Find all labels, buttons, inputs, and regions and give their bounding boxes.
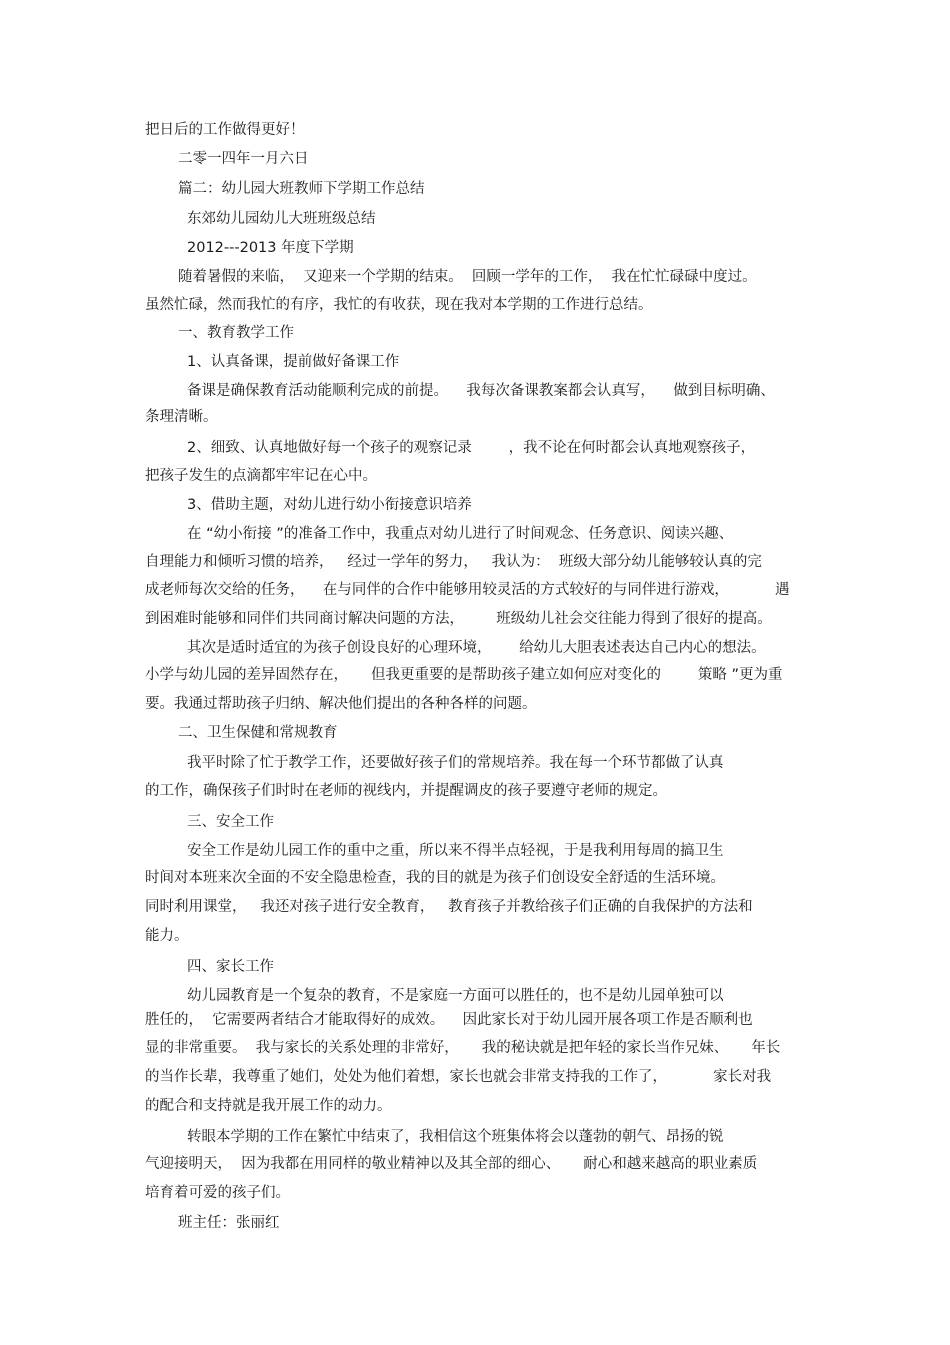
paragraph-line: 虽然忙碌，然而我忙的有序，我忙的有收获，现在我对本学期的工作进行总结。 — [145, 297, 653, 313]
paragraph-line: 把孩子发生的点滴都牢牢记在心中。 — [145, 468, 377, 484]
paragraph-line: 到困难时能够和同伴们共同商讨解决问题的方法， 班级幼儿社会交往能力得到了很好的提高。 — [145, 611, 772, 627]
section-heading: 一、教育教学工作 — [178, 325, 294, 341]
paragraph-line: 同时利用课堂， 我还对孩子进行安全教育， 教育孩子并教给孩子们正确的自我保护的方法和 — [145, 899, 753, 915]
paragraph-line: 幼儿园教育是一个复杂的教育，不是家庭一方面可以胜任的，也不是幼儿园单独可以 — [187, 988, 724, 1004]
paragraph-line: 的工作，确保孩子们时时在老师的视线内，并提醒调皮的孩子要遵守老师的规定。 — [145, 783, 667, 799]
section-heading: 二、卫生保健和常规教育 — [178, 725, 338, 741]
paragraph-line: 气迎接明天， 因为我都在用同样的敬业精神以及其全部的细心、 耐心和越来越高的职业素质 — [145, 1156, 758, 1172]
date-line: 二零一四年一月六日 — [178, 151, 309, 167]
subsection-heading: 1、认真备课，提前做好备课工作 — [187, 354, 400, 370]
paragraph-line: 安全工作是幼儿园工作的重中之重，所以来不得半点轻视，于是我利用每周的搞卫生 — [187, 843, 724, 859]
closing-line: 把日后的工作做得更好！ — [145, 122, 305, 138]
paragraph-line: 小学与幼儿园的差异固然存在， 但我更重要的是帮助孩子建立如何应对变化的 策略 ”更为重 — [145, 667, 783, 683]
paragraph-line: 随着暑假的来临， 又迎来一个学期的结束。 回顾一学年的工作， 我在忙忙碌碌中度过。 — [178, 269, 757, 285]
paragraph-line: 胜任的， 它需要两者结合才能取得好的成效。 因此家长对于幼儿园开展各项工作是否顺利也 — [145, 1012, 753, 1028]
paragraph-line: 我平时除了忙于教学工作，还要做好孩子们的常规培养。我在每一个环节都做了认真 — [187, 755, 724, 771]
paragraph-line: 成老师每次交给的任务， 在与同伴的合作中能够用较灵活的方式较好的与同伴进行游戏， 遇 — [145, 582, 790, 598]
report-period: 2012---2013 年度下学期 — [187, 240, 354, 256]
paragraph-line: 在 “幼小衔接 ”的准备工作中，我重点对幼儿进行了时间观念、任务意识、阅读兴趣、 — [187, 526, 734, 542]
section-heading: 四、家长工作 — [187, 959, 274, 975]
subsection-heading: 2、细致、认真地做好每一个孩子的观察记录 ，我不论在何时都会认真地观察孩子， — [187, 440, 756, 456]
paragraph-line: 的配合和支持就是我开展工作的动力。 — [145, 1098, 392, 1114]
article-title: 篇二：幼儿园大班教师下学期工作总结 — [178, 181, 425, 197]
paragraph-line: 能力。 — [145, 928, 189, 944]
paragraph-line: 备课是确保教育活动能顺利完成的前提。 我每次备课教案都会认真写， 做到目标明确、 — [187, 383, 775, 399]
paragraph-line: 自理能力和倾听习惯的培养， 经过一学年的努力， 我认为： 班级大部分幼儿能够较认真的完 — [145, 554, 762, 570]
paragraph-line: 时间对本班来次全面的不安全隐患检查，我的目的就是为孩子们创设安全舒适的生活环境。 — [145, 870, 725, 886]
paragraph-line: 条理清晰。 — [145, 409, 218, 425]
paragraph-line: 要。我通过帮助孩子归纳、解决他们提出的各种各样的问题。 — [145, 696, 537, 712]
paragraph-line: 的当作长辈，我尊重了她们，处处为他们着想，家长也就会非常支持我的工作了， 家长对我 — [145, 1069, 772, 1085]
paragraph-line: 培育着可爱的孩子们。 — [145, 1185, 290, 1201]
paragraph-line: 转眼本学期的工作在繁忙中结束了，我相信这个班集体将会以蓬勃的朝气、昂扬的锐 — [187, 1129, 724, 1145]
paragraph-line: 显的非常重要。 我与家长的关系处理的非常好， 我的秘诀就是把年轻的家长当作兄妹、 年长 — [145, 1040, 781, 1056]
signature-line: 班主任：张丽红 — [178, 1215, 280, 1231]
paragraph-line: 其次是适时适宜的为孩子创设良好的心理环境， 给幼儿大胆表述表达自己内心的想法。 — [187, 640, 766, 656]
report-title: 东郊幼儿园幼儿大班班级总结 — [187, 211, 376, 227]
subsection-heading: 3、借助主题，对幼儿进行幼小衔接意识培养 — [187, 497, 472, 513]
section-heading: 三、安全工作 — [187, 814, 274, 830]
